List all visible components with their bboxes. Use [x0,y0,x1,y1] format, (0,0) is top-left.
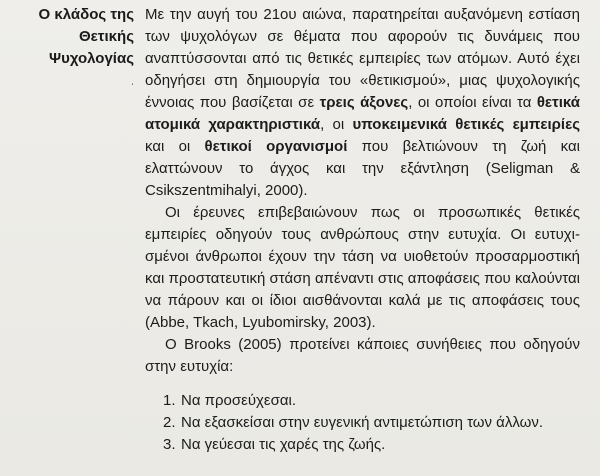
p1-text-5: που βελτιώνουν τη ζωή και ελαττώνουν το άγχος και την εξάντληση (Seligman & Csikszentmihalyi, 2000). [145,138,580,199]
paragraph-3: Ο Brooks (2005) προτείνει κάποιες συνήθειες που οδηγούν στην ευτυχία: [145,336,580,375]
list-item-number: 3. [163,436,176,453]
list-item [163,434,580,456]
paragraph-1 [145,4,580,202]
heading-mark: ˌ [130,75,134,86]
body-text [145,4,580,456]
list-item-text: Να γεύεσαι τις χαρές της ζωής. [181,436,386,453]
habits-list [145,390,580,456]
list-item [163,390,580,412]
list-item-text: Να εξασκείσαι στην ευγενική αντιμετώπιση των άλλων. [181,414,543,431]
list-item [163,412,580,434]
heading-line-3 [6,48,134,92]
p1-bold-positive-organisms: θετικοί οργανισμοί [204,138,348,155]
heading-line-1: Ο κλάδος της [38,6,134,23]
heading-line-3-text: Ψυχολογίας [49,50,134,67]
list-item-number: 2. [163,414,176,431]
p1-text-1: Με την αυγή του 21ου αιώνα, παρατηρείται αυξανόμενη εστίαση των ψυχολόγων σε θέματα που αφορούν τις δυνάμεις που αναπτύσσονται από τις θετικές εμπειρίες των ατόμων. Αυτό έχει οδηγήσει στη δημιουργία του «θετικισμού», μιας ψυχολογικής έννοιας που βασίζεται σε [145,6,580,111]
paragraph-2: Οι έρευνες επιβεβαιώνουν πως οι προσωπικές θετικές εμπειρίες οδηγούν τους ανθρώπους στην ευτυχία. Οι ευτυχισμένοι άνθρωποι έχουν την τάση να υιοθετούν προσαρμοστική και προστατευτική στάση απέναντι στις αποφάσεις που καλούνται να πάρουν και οι ίδιοι αισθάνονται καλά με τις αποφάσεις τους (Abbe, Tkach, Lyubomirsky, 2003). [145,204,580,331]
heading-line-2: Θετικής [79,28,134,45]
list-item-number: 1. [163,392,176,409]
p1-text-4: και οι [145,138,205,155]
p1-bold-subjective-experiences: υποκειμενικά θετικές εμπειρίες [352,116,580,133]
p1-text-2: , οι οποίοι είναι τα [408,94,537,111]
p1-text-3: , οι [320,116,353,133]
p1-bold-three-axes: τρεις άξονες [319,94,409,111]
list-item-text: Να προσεύχεσαι. [181,392,297,409]
section-heading [6,4,134,92]
p1-bold-positive-traits: θετικά ατομικά χαρακτηριστικά [145,94,581,133]
